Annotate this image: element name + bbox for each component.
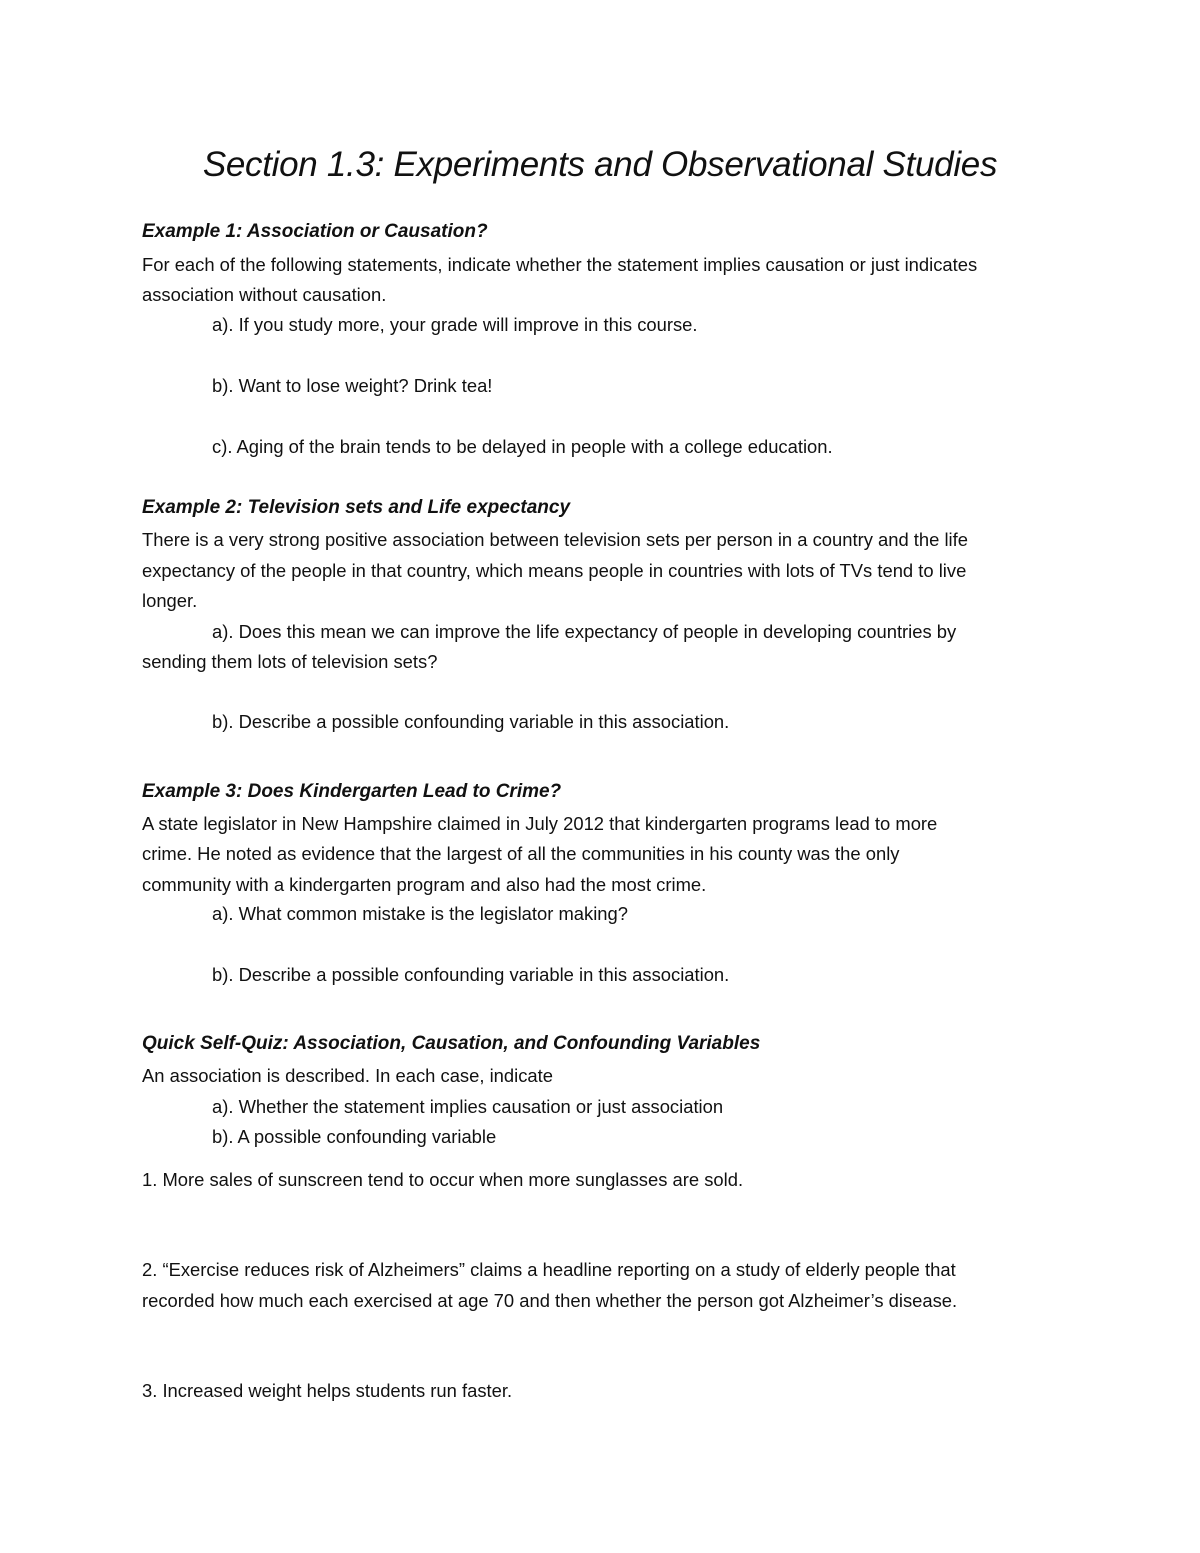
quiz-criterion-a: a). Whether the statement implies causation or just association (212, 1096, 724, 1117)
quiz-question-1: 1. More sales of sunscreen tend to occur when more sunglasses are sold. (142, 1169, 744, 1190)
quiz-intro: An association is described. In each case, indicate (142, 1065, 553, 1086)
example1-item-c: c). Aging of the brain tends to be delayed in people with a college education. (212, 436, 833, 457)
example3-intro-line3: community with a kindergarten program and also had the most crime. (142, 874, 707, 895)
example1-intro-line1: For each of the following statements, indicate whether the statement implies causation or just indicates (142, 254, 978, 275)
example3-heading: Example 3: Does Kindergarten Lead to Crime? (142, 781, 562, 802)
quiz-question-3: 3. Increased weight helps students run faster. (142, 1380, 513, 1401)
example2-intro-line1: There is a very strong positive association between television sets per person in a country and the life (142, 529, 968, 550)
example1-item-a: a). If you study more, your grade will improve in this course. (212, 314, 698, 335)
example1-item-b: b). Want to lose weight? Drink tea! (212, 375, 493, 396)
example2-intro-line2: expectancy of the people in that country, which means people in countries with lots of TVs tend to live (142, 560, 967, 581)
quiz-criterion-b: b). A possible confounding variable (212, 1126, 497, 1147)
example3-intro-line1: A state legislator in New Hampshire claimed in July 2012 that kindergarten programs lead to more (142, 813, 938, 834)
example2-item-b: b). Describe a possible confounding variable in this association. (212, 711, 730, 732)
example3-intro-line2: crime. He noted as evidence that the largest of all the communities in his county was the only (142, 843, 900, 864)
example2-item-a-line1: a). Does this mean we can improve the life expectancy of people in developing countries by (212, 621, 957, 642)
quiz-question-2-line2: recorded how much each exercised at age 70 and then whether the person got Alzheimer’s disease. (142, 1290, 958, 1311)
example1-intro-line2: association without causation. (142, 284, 387, 305)
example2-item-a-line2: sending them lots of television sets? (142, 651, 438, 672)
example3-item-b: b). Describe a possible confounding variable in this association. (212, 964, 730, 985)
example2-intro-line3: longer. (142, 590, 198, 611)
quiz-heading: Quick Self-Quiz: Association, Causation, and Confounding Variables (142, 1033, 761, 1054)
page-title: Section 1.3: Experiments and Observational Studies (202, 145, 998, 184)
example1-heading: Example 1: Association or Causation? (142, 221, 488, 242)
quiz-question-2-line1: 2. “Exercise reduces risk of Alzheimers” claims a headline reporting on a study of elderly people that (142, 1259, 956, 1280)
example3-item-a: a). What common mistake is the legislator making? (212, 903, 628, 924)
example2-heading: Example 2: Television sets and Life expectancy (142, 497, 571, 518)
